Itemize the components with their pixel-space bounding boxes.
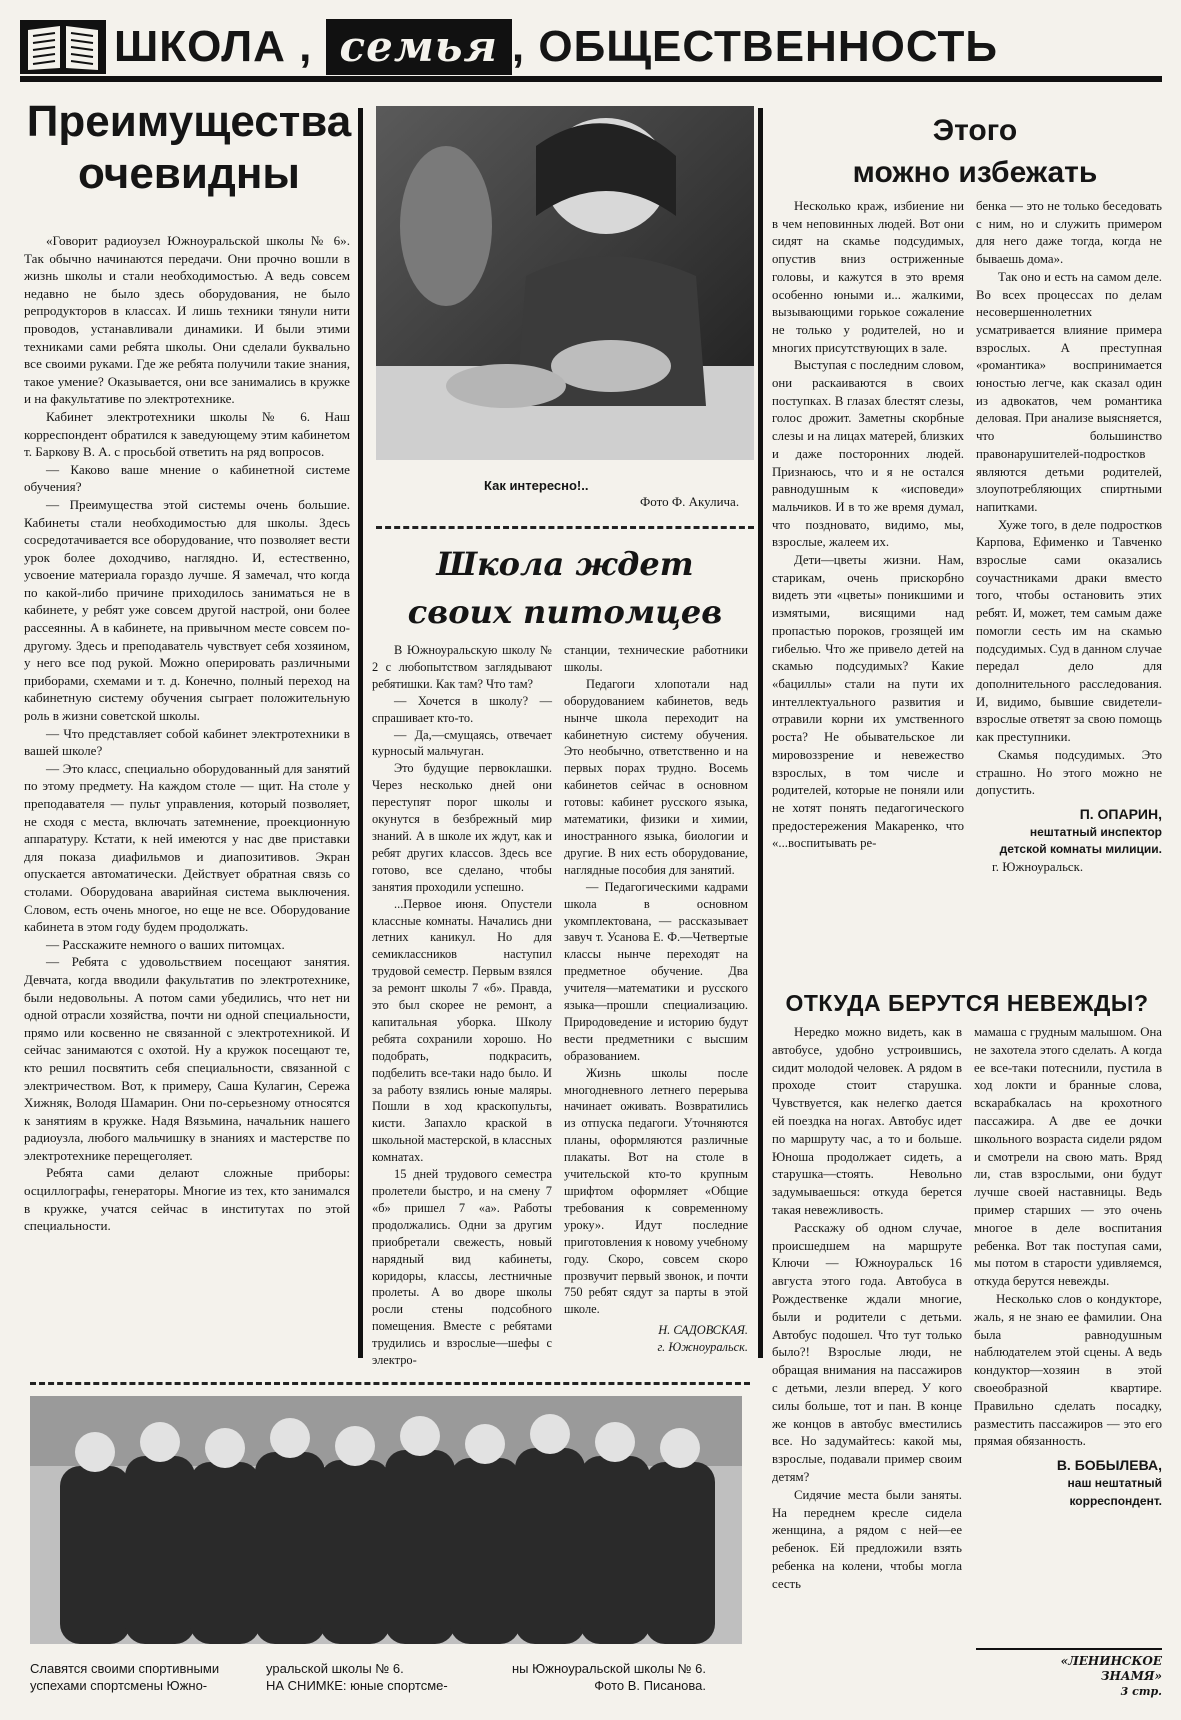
article2-paragraph: В Южноуральскую школу № 2 с любопытством заглядывают ребятишки. Как там? Что там? xyxy=(372,643,552,691)
article4-col1 xyxy=(772,1024,962,1594)
article3-col1 xyxy=(772,198,964,853)
article2-paragraph: 15 дней трудового семестра пролетели быстро, и на смену 7 «б» пришел 7 «а». Работы продолжались. Одни за другим приобретали свежесть, новый нарядный вид кабинеты, коридоры, классы, лестничные пролеты. А во дворе школы росли стены подсобного помещения. Вместе с ребятами трудились и взрослые—шефы с электро- xyxy=(372,1167,552,1368)
article1-title-line1: Преимущества xyxy=(26,97,352,146)
photo-girl-caption: Как интересно!.. xyxy=(484,478,589,493)
article4-author: В. БОБЫЛЕВА, xyxy=(1056,1457,1162,1474)
article1-paragraph: Ребята сами делают сложные приборы: осциллографы, генераторы. Многие из тех, кто занимался в кружке, учатся сейчас в институтах по этой специальности. xyxy=(24,1165,350,1234)
article4-paragraph: Несколько слов о кондукторе, жаль, я не знаю ее фамилии. Она была равнодушным наблюдателем этой сцены. А ведь кондуктор—хозяин в этой своеобразной квартире. Правильно сделать посадку, разместить пассажиров — это его прямая обязанность. xyxy=(974,1291,1162,1449)
article1-answer: — Это класс, специально оборудованный для занятий по этому предмету. На каждом столе — щит. На столе у преподавателя — пульт управления, который позволяет, не сходя с места, включать затемнение, проекционную аппаратуру. Кстати, к ней имеются у нас две приставки для показа диафильмов и диапозитивов. Экран опускается автоматически. Действует обратная связь со столами. Оборудована аварийная система выключения. Словом, есть очень многое, но еще не все. Оборудование кабинета в этом году будем продолжать. xyxy=(24,760,350,935)
article2-col2 xyxy=(564,642,748,1356)
photo-athletes-caption-b xyxy=(266,1660,448,1694)
article3-role1: нештатный инспектор xyxy=(1029,824,1162,839)
section-divider xyxy=(376,526,754,529)
page-number: 3 стр. xyxy=(1120,1685,1162,1698)
article4-col2 xyxy=(974,1024,1162,1511)
article4-paragraph: Расскажу об одном случае, происшедшем на маршруте Ключи — Южноуральск 16 августа этого года. Автобуса в Рождественке ждали многие, были и родители с детьми. Автобус подошел. Что тут только было?! Взрослые люди, не обращая внимания на пассажиров с детьми, лезли вперед. У кого силы больше, тот и пан. В конце же концов в автобус вместились все. Но задумайтесь: какой мы, взрослые, подавали пример своим детям? xyxy=(772,1220,962,1484)
article1-question: — Каково ваше мнение о кабинетной системе обучения? xyxy=(24,461,350,495)
photo-girl xyxy=(376,106,754,460)
article3-paragraph: Несколько краж, избиение ни в чем неповинных людей. Вот они сидят на скамье подсудимых, опустив вниз остриженные головы, и кажутся в это время особенно юными и... жалкими, вызывающими горькое сожаление не только у родителей, но и многих присутствующих в зале. xyxy=(772,199,964,355)
article1-body xyxy=(24,232,350,1235)
article1-title-line2: очевидны xyxy=(78,149,300,198)
caption-line: успехами спортсмены Южно- xyxy=(30,1678,208,1693)
caption-line: НА СНИМКЕ: юные спортсме- xyxy=(266,1678,448,1693)
article1-paragraph: Кабинет электротехники школы № 6. Наш корреспондент обратился к заведующему этим кабинетом т. Баркову В. А. с просьбой ответить на ряд вопросов. xyxy=(24,408,350,460)
article2-paragraph: ...Первое июня. Опустели классные комнаты. Начались дни летних каникул. Но для семиклассников наступил трудовой семестр. Первым взялся за ремонт школы 7 «б». Правда, это был скорее не ремонт, а капитальная уборка. Школу ребята сохранили хорошо. Но подобрать, подкрасить, подбелить все-таки надо было. И за работу взялись юные маляры. Пошли в ход краскопульты, кисти. Запахло краской в школьной мастерской, в классных комнатах. xyxy=(372,896,552,1165)
article1-paragraph: «Говорит радиоузел Южноуральской школы № 6». Так обычно начинаются передачи. Они прочно вошли в жизнь школы и стали необходимостью. А ведь совсем недавно не было здесь оборудования, не было репродукторов в классах. И лишь техники тянули нити проводов, устанавливали динамики. И были этими техниками сами ребята школы. Они сделали буквально все своими руками. Где же ребята получили такие знания, такое умение? Оказывается, они все занимались в кружке и на факультативе по электротехнике. xyxy=(24,233,350,407)
photo-athletes xyxy=(30,1396,742,1644)
article2-title-line2: своих питомцев xyxy=(407,593,723,631)
article2-title-line1: Школа ждет xyxy=(436,545,694,583)
newspaper-name-line1: «ЛЕНИНСКОЕ xyxy=(1060,1654,1162,1668)
article3-paragraph: Так оно и есть на самом деле. Во всех процессах по делам несовершеннолетних усматривается влияние примера взрослых. А преступная «романтика» воспринимается юностью легче, как сказал один из адвокатов, чем романтика деловая. При анализе выясняется, что большинство правонарушителей-подростков являются детьми родителей, злоупотребляющих спиртными напитками. xyxy=(976,269,1162,514)
article1-answer: — Ребята с удовольствием посещают занятия. Девчата, когда вводили факультатив по электротехнике, были недовольны. А потом сами убедились, что нет ни одной отрасли хозяйства, почти ни одной специальности, прямо или косвенно не связанной с электротехникой. И сейчас занимаются с охотой. Ну а кружок посещают те, кто решил посвятить себя специальности, связанной с электричеством. Вот, к примеру, Саша Кулагин, Сережа Хижняк, Володя Шамарин. Они по-серьезному относятся к занятиям в кружке. Надя Вязьмина, начальник нашего радиоузла, любого мальчишку в знаниях и мастерстве по электротехнике перещеголяет. xyxy=(24,954,350,1163)
article1-title xyxy=(24,96,354,200)
column-rule xyxy=(358,108,363,1358)
section-divider xyxy=(30,1382,750,1385)
article2-author: Н. САДОВСКАЯ. xyxy=(658,1323,748,1338)
article3-role2: детской комнаты милиции. xyxy=(999,842,1162,857)
article3-paragraph: Скамья подсудимых. Это страшно. Но этого можно не допустить. xyxy=(976,747,1162,798)
article4-title: ОТКУДА БЕРУТСЯ НЕВЕЖДЫ? xyxy=(785,990,1149,1016)
article3-title-line2: можно избежать xyxy=(852,156,1098,189)
article2-col1 xyxy=(372,642,552,1369)
article3-paragraph: Хуже того, в деле подростков Карпова, Ефименко и Тавченко взрослые сами оказались соучастниками драки вместо того, чтобы остановить этих ребят. И, может, тем самым даже помогли сесть им на скамью подсудимых. Суд в данном случае передал дело для дополнительного расследования. И, видимо, бывшие свидетели-взрослые ответят за свою помощь как преступники. xyxy=(976,517,1162,745)
article1-answer: — Преимущества этой системы очень большие. Кабинеты стали необходимостью для школы. Здесь сосредотачивается все оборудование, что позволяет вести урок более доходчиво, наглядно. И, естественно, усвоение материала гораздо лучше. Я замечал, что когда по какой-либо причине приходилось заниматься не в кабинете, у ребят уже совсем другой настрой, они более рассеянны. А в кабинете, на привычном месте совсем по-другому. Здесь и преподаватель чувствует себя хозяином, у него все под рукой. Можно оперировать различными приборами, схемами и т. д. Конечно, полный переход на кабинетную систему обучения сыграет положительную роль в жизни советской школы. xyxy=(24,496,350,724)
newspaper-name-line2: ЗНАМЯ» xyxy=(1100,1669,1162,1683)
caption-line: ны Южноуральской школы № 6. xyxy=(512,1661,706,1676)
article3-title-line1: Этого xyxy=(932,114,1018,147)
article3-city: г. Южноуральск. xyxy=(992,860,1084,875)
article2-city: г. Южноуральск. xyxy=(657,1340,748,1355)
banner-public: , ОБЩЕСТВЕННОСТЬ xyxy=(511,22,999,71)
photo-athletes-image xyxy=(30,1396,742,1644)
section-banner xyxy=(20,18,1162,82)
article2-paragraph: Педагоги хлопотали над оборудованием кабинетов, ведь нынче школа переходит на кабинетную систему обучения. Это необычно, ответственно и на первых порах трудно. Восемь кабинетов сейчас в основном готовы: кабинет русского языка, математики, физики и химии, иностранного языка, биологии и другие. В них есть оборудование, наглядные пособия для занятий. xyxy=(564,676,748,877)
article3-paragraph: бенка — это не только беседовать с ним, но и служить примером для него даже тогда, когда не бываешь дома». xyxy=(976,199,1162,267)
caption-line: уральской школы № 6. xyxy=(266,1661,404,1676)
article2-paragraph: — Хочется в школу? — спрашивает кто-то. xyxy=(372,693,552,725)
article2-title xyxy=(376,540,754,636)
article3-col2 xyxy=(976,198,1162,877)
photo-athletes-caption-c xyxy=(512,1660,706,1694)
article3-author: П. ОПАРИН, xyxy=(1079,805,1162,822)
column-rule xyxy=(758,108,763,1358)
photo-girl-credit: Фото Ф. Акулича. xyxy=(640,494,740,509)
banner-title xyxy=(114,19,998,75)
caption-line: Славятся своими спортивными xyxy=(30,1661,220,1676)
article2-paragraph: — Педагогическими кадрами школа в основном укомплектована, — рассказывает завуч т. Усанова Е. Ф.—Четвертые классы нынче переходят на предметное обучение. Два учителя—математики и русского языка—прошли специализацию. Природоведение и историю будут вести предметники с высшим образованием. xyxy=(564,879,748,1063)
caption-line: Фото В. Писанова. xyxy=(594,1678,706,1693)
banner-school: ШКОЛА , xyxy=(114,22,313,71)
article3-title xyxy=(790,110,1160,194)
article1-question: — Что представляет собой кабинет электротехники в вашей школе? xyxy=(24,725,350,759)
footer-rule xyxy=(976,1648,1162,1650)
article4-paragraph: Сидячие места были заняты. На переднем кресле сидела женщина, а рядом с ней—ее ребенок. Ей предложили взять ребенка на колени, чтобы могла сесть xyxy=(772,1487,962,1591)
article4-paragraph: мамаша с грудным малышом. Она не захотела этого сделать. А когда ее все-таки потеснили, пустила в ход локти и бранные слова, вскарабкалась на крохотного пассажира. А две ее дочки школьного возраста сидели рядом и смотрели на свою мать. Вряд ли, став взрослыми, они будут лучше своей наставницы. Ведь пример старших — это очень многое в деле воспитания ребенка. Вот так поступая сами, мы потом в старости удивляемся, откуда берутся невежды. xyxy=(974,1025,1162,1289)
article1-question: — Расскажите немного о ваших питомцах. xyxy=(46,936,285,952)
article3-paragraph: Дети—цветы жизни. Нам, старикам, очень прискорбно видеть эти «цветы» поникшими и измятыми, висящими над пропастью пороков, грозящей им гибелью. Что же привело детей на скамью подсудимых? Какие «бациллы» стали на пути их интеллектуального развития и отравили корни их умственного роста? Не обывательское ли мировоззрение и невежество взрослых, в том числе и родителей, которые не поняли или не хотят понять педагогического предостережения Макаренко, что «...воспитывать ре- xyxy=(772,553,964,851)
article2-paragraph: Жизнь школы после многодневного летнего перерыва начинает оживать. Возвратились из отпуска педагоги. Уточняются планы, оформляются различные плакаты. Вот на столе в учительской кто-то крупным шрифтом оформляет «Общие требования к современному уроку». Идут последние приготовления к новому учебному году. Скоро, совсем скоро прозвучит первый звонок, и почти 750 ребят сядут за парты в этой школе. xyxy=(564,1065,748,1317)
newspaper-name xyxy=(976,1654,1162,1699)
photo-girl-image xyxy=(376,106,754,460)
article3-paragraph: Выступая с последним словом, они раскаиваются в своих поступках. В глазах блестят слезы, голос дрожит. Заметны скорбные слезы и на лицах матерей, близких и даже посторонних людей. Признаюсь, что и я не остался равнодушным к «исповеди» мальчиков. И в то же время думал, что поздновато, видимо, мы, взрослые, жалеем их. xyxy=(772,358,964,550)
photo-athletes-caption-a xyxy=(30,1660,219,1694)
article4-role: наш нештатный корреспондент. xyxy=(1067,1475,1162,1508)
article2-paragraph: — Да,—смущаясь, отвечает курносый мальчуган. xyxy=(372,727,552,759)
article2-paragraph: станции, технические работники школы. xyxy=(564,643,748,674)
article2-paragraph: Это будущие первоклашки. Через несколько дней они переступят порог школы и окунутся в безбрежный мир знаний. А в школе их ждут, как и ребят других классов. Здесь все готово, все сделано, чтобы занятия проходили успешно. xyxy=(372,761,552,894)
open-book-icon xyxy=(20,20,106,74)
article4-paragraph: Нередко можно видеть, как в автобусе, удобно устроившись, сидит молодой человек. А рядом в проходе стоит старушка. Чувствуется, как нелегко дается ей поездка на ногах. Автобус идет по маршруту час, а то и больше. Юноша продолжает сидеть, а старушка—стоять. Невольно задумываешься: откуда берется такая невежливость. xyxy=(772,1025,962,1217)
banner-family: семья xyxy=(326,19,512,75)
